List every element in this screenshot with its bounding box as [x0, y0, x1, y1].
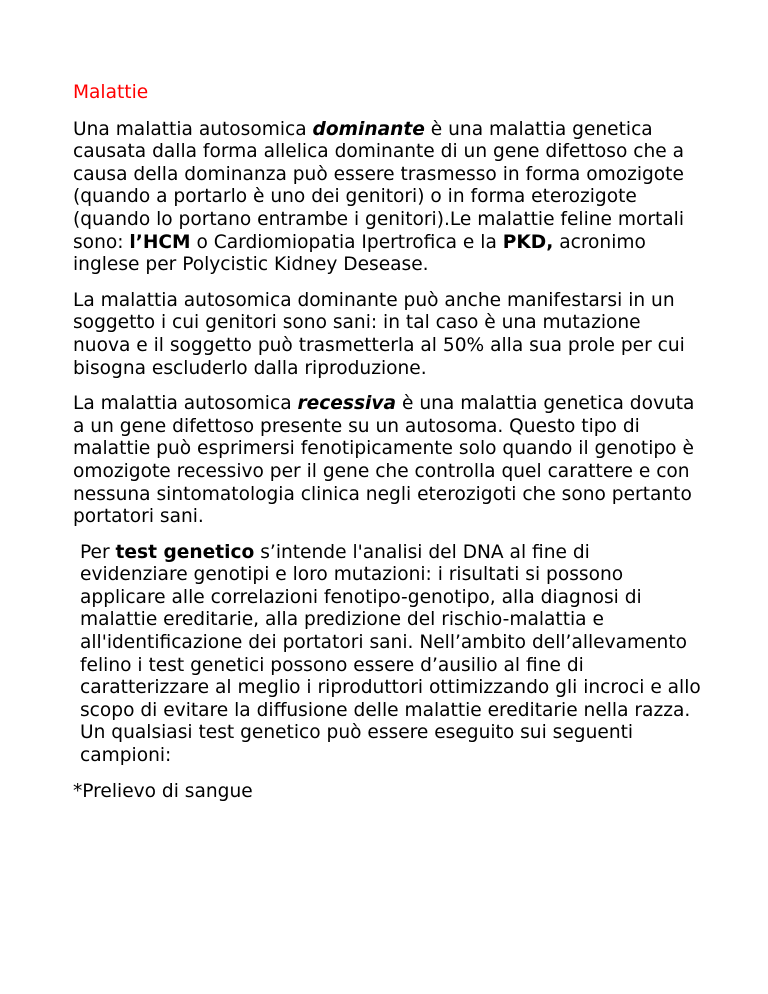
- paragraph-genetic-test: [73, 542, 703, 768]
- paragraph-dominant: [73, 119, 703, 277]
- emphasis-recessiva: recessiva: [297, 393, 397, 415]
- text-run: Una malattia autosomica: [73, 118, 313, 140]
- text-run: Per: [80, 541, 116, 563]
- text-run: acronimo inglese per Polycistic Kidney Desease.: [73, 231, 646, 276]
- text-run: è una malattia genetica causata dalla forma allelica dominante di un gene difettoso che a causa della dominanza può essere trasmesso in forma omozigote (quando a portarlo è uno dei genitori) o in forma eterozigote (quando lo portano entrambe i genitori).Le malattie feline mortali sono:: [73, 118, 685, 253]
- bold-test-genetico: test genetico: [115, 541, 255, 563]
- paragraph-recessive: [73, 393, 703, 529]
- list-item-blood-sample: *Prelievo di sangue: [73, 780, 253, 802]
- bold-hcm: l’HCM: [129, 231, 191, 253]
- bold-pkd: PKD,: [502, 231, 554, 253]
- section-heading: Malattie: [73, 82, 149, 103]
- document-page: [73, 82, 703, 816]
- text-run: o Cardiomiopatia Ipertrofica e la: [190, 231, 503, 253]
- text-run: è una malattia genetica dovuta a un gene difettoso presente su un autosoma. Questo tipo di malattie può esprimersi fenotipicamente solo quando il genotipo è omozigote recessivo per il gene che controlla quel carattere e con nessuna sintomatologia clinica negli eterozigoti che sono pertanto portatori sani.: [73, 393, 695, 528]
- text-run: s’intende l'analisi del DNA al fine di evidenziare genotipi e loro mutazioni: i risultati si possono applicare alle correlazioni fenotipo-genotipo, alla diagnosi di malattie ereditarie, alla predizione del rischio-malattia e all'identificazione dei portatori sani. Nell’ambito dell’allevamento felino i test genetici possono essere d’ausilio al fine di caratterizzare al meglio i riproduttori ottimizzando gli incroci e allo scopo di evitare la diffusione delle malattie ereditarie nella razza. Un qualsiasi test genetico può essere eseguito sui seguenti campioni:: [80, 541, 701, 767]
- paragraph-new-mutation: La malattia autosomica dominante può anche manifestarsi in un soggetto i cui genitori sono sani: in tal caso è una mutazione nuova e il soggetto può trasmetterla al 50% alla sua prole per cui bisogna escluderlo dalla riproduzione.: [73, 289, 685, 379]
- text-run: La malattia autosomica: [73, 393, 298, 415]
- emphasis-dominante: dominante: [312, 118, 425, 140]
